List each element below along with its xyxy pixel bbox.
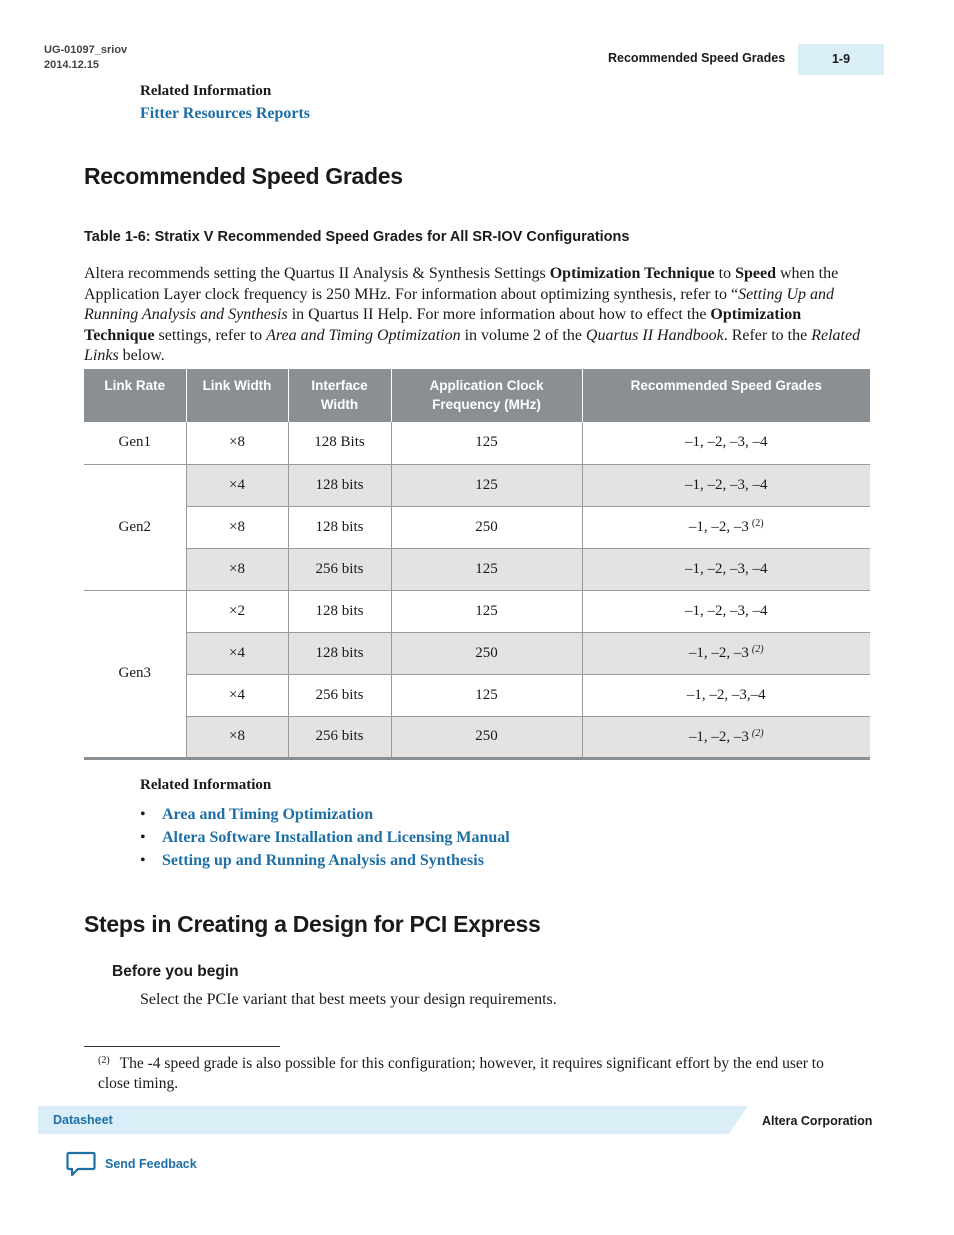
cell-interface-width: 128 Bits	[288, 422, 391, 464]
cell-link-width: ×4	[186, 464, 288, 506]
footer-company: Altera Corporation	[762, 1114, 873, 1128]
cell-speed-grades: –1, –2, –3,–4	[582, 674, 870, 716]
cell-interface-width: 128 bits	[288, 590, 391, 632]
cell-interface-width: 128 bits	[288, 632, 391, 674]
footer-datasheet-label: Datasheet	[53, 1113, 113, 1127]
cell-speed-grades: –1, –2, –3, –4	[582, 548, 870, 590]
cell-speed-grades: –1, –2, –3 $^{(2)}$	[582, 716, 870, 758]
cell-clock: 125	[391, 422, 582, 464]
cell-clock: 125	[391, 590, 582, 632]
link-software-installation-manual[interactable]: Altera Software Installation and Licensing Manual	[162, 829, 510, 846]
table-row	[84, 674, 870, 716]
cell-link-width: ×4	[186, 632, 288, 674]
cell-link-width: ×8	[186, 506, 288, 548]
footnote-mark: (2)	[98, 1055, 110, 1066]
running-header-section: Recommended Speed Grades	[608, 51, 786, 65]
cell-link-width: ×8	[186, 548, 288, 590]
document-id-block	[44, 43, 127, 73]
footnote-ref: (2)	[751, 644, 764, 655]
related-links-list	[140, 806, 510, 875]
cell-interface-width: 256 bits	[288, 548, 391, 590]
cell-speed-grades: –1, –2, –3, –4	[582, 422, 870, 464]
table-row	[84, 464, 870, 506]
link-area-timing-optimization[interactable]: Area and Timing Optimization	[162, 806, 374, 823]
cell-speed-grades: –1, –2, –3, –4	[582, 590, 870, 632]
table-row	[84, 590, 870, 632]
col-header-link-width: Link Width	[186, 369, 288, 422]
cell-clock: 125	[391, 674, 582, 716]
intro-paragraph: Altera recommends setting the Quartus II Analysis & Synthesis Settings Optimization Technique to Speed when the Application Layer clock frequency is 250 MHz. For information about optimizing synthesis, refer to “Setting Up and Running Analysis and Synthesis in Quartus II Help. For more information about how to effect the Optimization Technique settings, refer to Area and Timing Optimization in volume 2 of the Quartus II Handbook. Refer to the Related Links below.	[84, 265, 861, 364]
cell-clock: 250	[391, 716, 582, 758]
cell-speed-grades: –1, –2, –3 $^{(2)}$	[582, 506, 870, 548]
table-header-row	[84, 369, 870, 422]
cell-clock: 250	[391, 506, 582, 548]
cell-interface-width: 256 bits	[288, 716, 391, 758]
cell-speed-grades: –1, –2, –3, –4	[582, 464, 870, 506]
table-row	[84, 506, 870, 548]
col-header-link-rate: Link Rate	[84, 369, 186, 422]
table-row	[84, 716, 870, 758]
related-info-label: Related Information	[140, 777, 272, 793]
section-title-speed-grades: Recommended Speed Grades	[84, 163, 403, 189]
subsection-title-before-you-begin: Before you begin	[112, 963, 239, 980]
col-header-interface-width: Interface Width	[288, 369, 391, 422]
speech-bubble-icon	[66, 1151, 96, 1177]
section-title-design-steps: Steps in Creating a Design for PCI Express	[84, 911, 541, 937]
send-feedback-label: Send Feedback	[105, 1157, 197, 1171]
footer-band	[38, 1106, 748, 1134]
cell-interface-width: 256 bits	[288, 674, 391, 716]
link-setting-up-analysis-synthesis[interactable]: Setting up and Running Analysis and Synthesis	[162, 852, 484, 869]
cell-interface-width: 128 bits	[288, 506, 391, 548]
cell-speed-grades: –1, –2, –3 $^{(2)}$	[582, 632, 870, 674]
cell-link-width: ×8	[186, 422, 288, 464]
table-caption: Table 1-6: Stratix V Recommended Speed Grades for All SR-IOV Configurations	[84, 229, 630, 245]
page-number-text: 1-9	[831, 51, 851, 66]
table-row	[84, 548, 870, 590]
related-info-label: Related Information	[140, 83, 272, 99]
col-header-speed-grades: Recommended Speed Grades	[582, 369, 870, 422]
table-row	[84, 632, 870, 674]
table-row	[84, 422, 870, 464]
footnote	[98, 1051, 858, 1094]
page-number	[798, 44, 884, 75]
footnote-ref: (2)	[751, 518, 764, 529]
list-item	[140, 829, 510, 852]
footnote-ref: (2)	[751, 727, 764, 739]
cell-link-rate: Gen3	[84, 590, 186, 758]
speed-grades-table	[84, 369, 870, 760]
cell-link-width: ×8	[186, 716, 288, 758]
cell-interface-width: 128 bits	[288, 464, 391, 506]
list-item	[140, 806, 510, 829]
cell-clock: 125	[391, 548, 582, 590]
list-item	[140, 852, 510, 875]
cell-clock: 250	[391, 632, 582, 674]
cell-clock: 125	[391, 464, 582, 506]
footnote-text: The -4 speed grade is also possible for this configuration; however, it requires significant effort by the end user to close timing.	[98, 1055, 824, 1092]
link-fitter-resources-reports[interactable]: Fitter Resources Reports	[140, 105, 311, 122]
doc-date: 2014.12.15	[44, 59, 100, 71]
cell-link-rate: Gen1	[84, 422, 186, 464]
col-header-app-clock: Application Clock Frequency (MHz)	[391, 369, 582, 422]
footnote-divider	[84, 1046, 280, 1047]
doc-id: UG-01097_sriov	[44, 44, 128, 56]
cell-link-rate: Gen2	[84, 464, 186, 590]
before-you-begin-text: Select the PCIe variant that best meets your design requirements.	[140, 991, 557, 1008]
cell-link-width: ×4	[186, 674, 288, 716]
send-feedback-link[interactable]	[66, 1151, 197, 1177]
cell-link-width: ×2	[186, 590, 288, 632]
